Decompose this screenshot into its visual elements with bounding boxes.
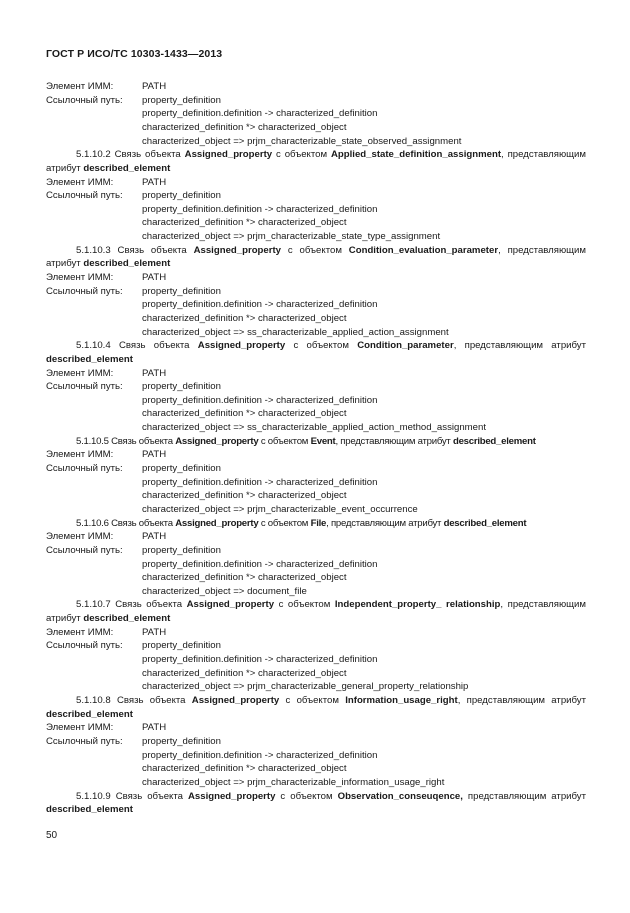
ref-path-label: Ссылочный путь: [46,94,123,106]
source-entity: Assigned_property [184,149,273,161]
element-value: PATH [142,81,167,92]
ref-path-step: characterized_definition *> characterized_object [142,312,347,324]
ref-path-step: characterized_definition *> characterized_object [142,121,347,133]
heading-text: Связь объекта [110,149,185,161]
ref-path-line [46,639,586,653]
heading-text: с объектом [274,599,335,611]
element-line [46,721,586,735]
ref-path-step: characterized_object => ss_characterizable_applied_action_method_assignment [142,422,486,434]
section-number: 5.1.10.4 [76,340,111,352]
section-heading [46,244,586,271]
ref-path-label: Ссылочный путь: [46,381,123,393]
ref-path-line [46,462,586,476]
element-value: PATH [142,449,167,461]
heading-text: Связь объекта [110,694,192,706]
ref-path-step: characterized_definition *> characterized_object [142,217,347,229]
mapping-block [46,80,586,148]
heading-text: , представляющим атрибут [46,599,587,625]
ref-path-line [46,380,586,394]
element-label: Элемент ИММ: [46,626,114,638]
source-entity: Assigned_property [191,694,280,706]
heading-text: , представляющим атрибут [326,517,444,529]
ref-path-line [46,94,586,108]
element-label: Элемент ИММ: [46,176,114,188]
ref-path-line [46,285,586,299]
ref-path-step: property_definition [142,640,221,652]
element-label: Элемент ИММ: [46,449,114,461]
ref-path-step: property_definition.definition -> characterized_definition [142,476,378,488]
source-entity: Assigned_property [175,435,259,447]
mapping-block [46,694,586,790]
ref-path-step: property_definition.definition -> characterized_definition [142,203,378,215]
section-number: 5.1.10.5 [76,435,109,447]
element-value: PATH [142,367,167,379]
section-number: 5.1.10.3 [76,244,111,256]
section-heading [46,694,586,721]
target-entity: Independent_property_ relationship [334,599,501,611]
mapping-block [46,517,586,599]
section-number: 5.1.10.2 [76,149,111,161]
document-header: ГОСТ Р ИСО/ТС 10303-1433—2013 [46,48,223,60]
ref-path-step: characterized_object => prjm_characterizable_state_type_assignment [142,231,441,243]
element-line [46,530,586,544]
element-label: Элемент ИММ: [46,272,114,284]
ref-path-step: characterized_object => ss_characterizable_applied_action_assignment [142,326,449,338]
attribute-name: described_element [46,353,133,365]
ref-path-step: characterized_object => prjm_characterizable_general_property_relationship [142,681,469,693]
element-label: Элемент ИММ: [46,81,114,92]
mapping-block [46,244,586,340]
heading-text: Связь объекта [108,517,176,529]
ref-path-label: Ссылочный путь: [46,640,123,652]
element-label: Элемент ИММ: [46,531,114,543]
source-entity: Assigned_property [197,340,286,352]
ref-path-step: property_definition [142,190,221,202]
ref-path-step: characterized_object => document_file [142,585,307,597]
element-value: PATH [142,272,167,284]
ref-path-step: property_definition.definition -> characterized_definition [142,749,378,761]
ref-path-step: characterized_definition *> characterized_object [142,667,347,679]
element-line [46,176,586,190]
target-entity: Information_usage_right [345,694,458,706]
attribute-name: described_element [46,804,133,816]
target-entity: Condition_parameter [357,340,454,352]
mapping-block [46,790,586,817]
ref-path-label: Ссылочный путь: [46,735,123,747]
element-line [46,80,586,94]
heading-text: с объектом [258,435,311,447]
heading-text: Связь объекта [110,340,198,352]
heading-text: с объектом [275,790,338,802]
element-line [46,626,586,640]
source-entity: Assigned_property [175,517,259,529]
element-label: Элемент ИММ: [46,367,114,379]
heading-text: Связь объекта [110,599,187,611]
page-number: 50 [46,830,58,841]
ref-path-step: property_definition [142,94,221,106]
heading-text: представляющим атрибут [462,790,586,802]
heading-text: Связь объекта [110,244,194,256]
ref-path-label: Ссылочный путь: [46,463,123,475]
ref-path-step: property_definition.definition -> characterized_definition [142,108,378,120]
ref-path-line [46,544,586,558]
ref-path-step: property_definition [142,463,221,475]
ref-path-step: property_definition.definition -> characterized_definition [142,394,378,406]
ref-path-step: characterized_definition *> characterized_object [142,572,347,584]
ref-path-label: Ссылочный путь: [46,285,123,297]
attribute-name: described_element [443,517,527,529]
section-heading [46,148,586,175]
heading-text: , представляющим атрибут [335,435,453,447]
heading-text: с объектом [279,694,346,706]
element-value: PATH [142,626,167,638]
ref-path-step: property_definition [142,381,221,393]
ref-path-line [46,189,586,203]
heading-text: , представляющим атрибут [46,244,586,270]
ref-path-step: property_definition [142,285,221,297]
ref-path-step: characterized_definition *> characterized_object [142,490,347,502]
source-entity: Assigned_property [187,790,276,802]
heading-text: с объектом [258,517,311,529]
attribute-name: described_element [83,258,171,270]
section-heading [46,790,586,817]
heading-text: , представляющим атрибут [453,340,586,352]
ref-path-step: characterized_object => prjm_characterizable_information_usage_right [142,776,445,788]
attribute-name: described_element [46,708,133,720]
section-heading [46,517,586,531]
ref-path-step: characterized_object => prjm_characterizable_state_observed_assignment [142,135,462,147]
section-number: 5.1.10.6 [76,517,109,529]
ref-path-step: property_definition [142,544,221,556]
mapping-block [46,435,586,517]
mapping-block [46,598,586,694]
source-entity: Assigned_property [186,599,275,611]
element-value: PATH [142,531,167,543]
ref-path-step: property_definition.definition -> characterized_definition [142,558,378,570]
section-number: 5.1.10.9 [76,790,111,802]
section-heading [46,339,586,366]
ref-path-step: property_definition.definition -> characterized_definition [142,654,378,666]
heading-text: с объектом [281,244,349,256]
section-number: 5.1.10.8 [76,694,111,706]
target-entity: File [310,517,327,529]
heading-text: Связь объекта [108,435,176,447]
element-value: PATH [142,176,167,188]
element-value: PATH [142,722,167,734]
target-entity: Applied_state_definition_assignment [330,149,502,161]
element-line [46,448,586,462]
ref-path-step: property_definition.definition -> characterized_definition [142,299,378,311]
heading-text: Связь объекта [110,790,188,802]
element-line [46,271,586,285]
element-line [46,367,586,381]
section-number: 5.1.10.7 [76,599,111,611]
ref-path-label: Ссылочный путь: [46,190,123,202]
mapping-block [46,339,586,435]
attribute-name: described_element [83,162,171,174]
target-entity: Event [310,435,336,447]
ref-path-line [46,735,586,749]
ref-path-step: characterized_definition *> characterized_object [142,763,347,775]
heading-text: с объектом [272,149,331,161]
attribute-name: described_element [83,613,171,625]
heading-text: с объектом [285,340,358,352]
mapping-block [46,148,586,244]
document-body [46,80,586,817]
ref-path-step: property_definition [142,735,221,747]
heading-text: , представляющим атрибут [46,149,586,174]
section-heading [46,435,586,449]
source-entity: Assigned_property [193,244,282,256]
attribute-name: described_element [452,435,536,447]
element-label: Элемент ИММ: [46,722,114,734]
ref-path-label: Ссылочный путь: [46,544,123,556]
ref-path-step: characterized_object => prjm_characterizable_event_occurrence [142,503,418,515]
target-entity: Observation_conseuqence, [337,790,463,802]
heading-text: , представляющим атрибут [457,694,586,706]
section-heading [46,598,586,625]
ref-path-step: characterized_definition *> characterized_object [142,408,347,420]
target-entity: Condition_evaluation_parameter [348,244,499,256]
